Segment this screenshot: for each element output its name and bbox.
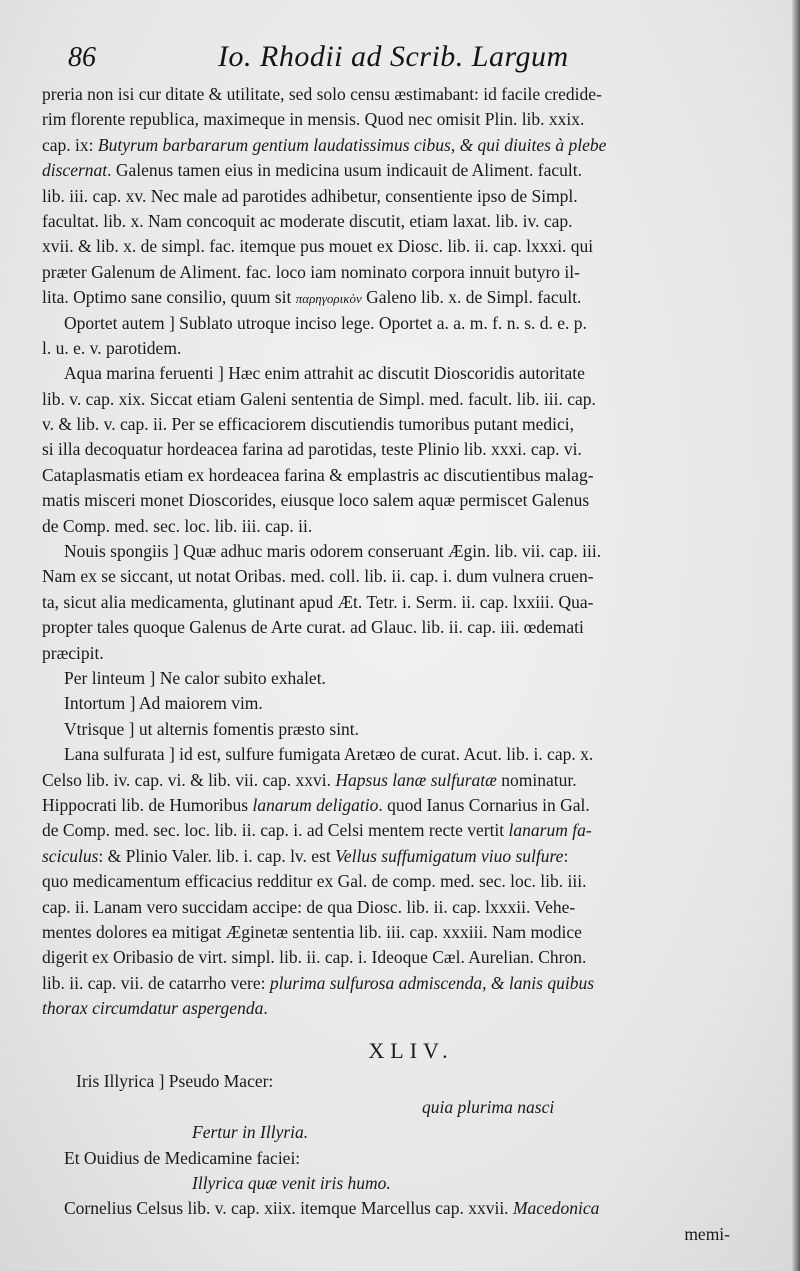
italic-text: Butyrum barbararum gentium laudatissimus cibus, & qui diuites à plebe — [97, 134, 607, 155]
text-run: lita. Optimo sane consilio, quum sit — [42, 287, 296, 308]
text-run: lib. v. cap. xix. Siccat etiam Galeni sententia de Simpl. med. facult. lib. iii. cap. — [42, 388, 596, 409]
text-line — [42, 818, 770, 843]
text-run: Aqua marina feruenti ] Hæc enim attrahit ac discutit Dioscoridis autoritate — [64, 363, 585, 384]
section-number: XLIV. — [368, 1038, 454, 1064]
text-run: xvii. & lib. x. de simpl. fac. itemque pus mouet ex Diosc. lib. ii. cap. lxxxi. qui — [42, 236, 594, 257]
text-line — [42, 691, 770, 716]
text-run: facultat. lib. x. Nam concoquit ac moderate discutit, etiam laxat. lib. iv. cap. — [42, 210, 573, 231]
text-line — [42, 82, 770, 107]
text-line — [42, 234, 770, 259]
text-run: præter Galenum de Aliment. fac. loco iam nominato corpora innuit butyro il- — [42, 261, 580, 282]
text-line — [42, 717, 770, 742]
text-run: l. u. e. v. parotidem. — [42, 337, 182, 358]
ovid-line: Et Ouidius de Medicamine faciei: — [64, 1147, 301, 1168]
text-line — [42, 260, 770, 285]
italic-text: lanarum deligatio — [252, 794, 379, 815]
text-line — [42, 209, 770, 234]
italic-text: thorax circumdatur aspergenda — [42, 998, 264, 1019]
page-header — [68, 38, 748, 82]
text-line — [42, 488, 770, 513]
italic-text: discernat — [42, 160, 108, 181]
catchword: memi- — [684, 1223, 730, 1244]
celsus-italic: Macedonica — [512, 1198, 600, 1219]
text-run: mentes dolores ea mitigat Æginetæ sententia lib. iii. cap. xxxiii. Nam modice — [42, 921, 582, 942]
text-run: nominatur. — [496, 769, 577, 790]
text-run: Nouis spongiis ] Quæ adhuc maris odorem conseruant Ægin. lib. vii. cap. iii. — [64, 541, 602, 562]
running-title: Io. Rhodii ad Scrib. Largum — [218, 40, 569, 73]
celsus-line — [42, 1196, 770, 1221]
text-run: digerit ex Oribasio de virt. simpl. lib. ii. cap. i. Ideoque Cæl. Aurelian. Chron. — [42, 947, 587, 968]
text-line — [42, 844, 770, 869]
text-line — [42, 945, 770, 970]
text-line — [42, 666, 770, 691]
text-run: Oportet autem ] Sublato utroque inciso lege. Oportet a. a. m. f. n. s. d. e. p. — [64, 312, 587, 333]
text-line — [42, 564, 770, 589]
page-number: 86 — [68, 42, 96, 73]
verse-line: quia plurima nasci — [422, 1096, 555, 1117]
spacer — [42, 1021, 770, 1033]
text-line — [42, 793, 770, 818]
text-line — [42, 311, 770, 336]
text-run: de Comp. med. sec. loc. lib. ii. cap. i. ad Celsi mentem recte vertit — [42, 820, 509, 841]
text-run: si illa decoquatur hordeacea farina ad parotidas, teste Plinio lib. xxxi. cap. vi. — [42, 439, 582, 460]
text-line — [42, 285, 770, 310]
text-line — [42, 158, 770, 183]
text-run: preria non isi cur ditate & utilitate, sed solo censu æstimabant: id facile credide- — [42, 84, 602, 104]
page-edge-shadow — [792, 0, 800, 1271]
italic-text: Vellus suffumigatum viuo sulfure — [335, 845, 564, 866]
text-run: Celso lib. iv. cap. vi. & lib. vii. cap. xxvi. — [42, 769, 336, 790]
text-line — [42, 641, 770, 666]
text-run: Per linteum ] Ne calor subito exhalet. — [64, 667, 326, 688]
text-line — [42, 895, 770, 920]
text-run: Cataplasmatis etiam ex hordeacea farina & emplastris ac discutientibus malag- — [42, 464, 594, 485]
verse-line: Fertur in Illyria. — [192, 1122, 309, 1143]
text-run: Nam ex se siccant, ut notat Oribas. med. coll. lib. ii. cap. i. dum vulnera cruen- — [42, 566, 594, 587]
text-line — [42, 133, 770, 158]
text-run: . — [263, 998, 268, 1019]
text-run: Lana sulfurata ] id est, sulfure fumigata Aretæo de curat. Acut. lib. i. cap. x. — [64, 744, 594, 765]
text-run: lib. ii. cap. vii. de catarrho vere: — [42, 972, 270, 993]
greek-text: παρηγορικὸν — [295, 291, 362, 307]
text-run: cap. ix: — [42, 134, 98, 155]
text-line — [42, 996, 770, 1021]
text-line — [42, 920, 770, 945]
italic-text: plurima sulfurosa admiscenda, & lanis quibus — [269, 972, 594, 993]
text-line — [42, 463, 770, 488]
celsus-text: Cornelius Celsus lib. v. cap. xiix. itemque Marcellus cap. xxvii. — [64, 1198, 513, 1219]
text-run: lib. iii. cap. xv. Nec male ad parotides adhibetur, consentiente ipso de Simpl. — [42, 185, 578, 206]
text-line — [42, 869, 770, 894]
text-run: : & Plinio Valer. lib. i. cap. lv. est — [98, 845, 336, 866]
text-line — [42, 615, 770, 640]
text-line — [42, 590, 770, 615]
text-line — [42, 514, 770, 539]
text-line — [42, 336, 770, 361]
text-run: Intortum ] Ad maiorem vim. — [64, 693, 263, 714]
text-run: . Galenus tamen eius in medicina usum indicauit de Aliment. facult. — [107, 160, 582, 181]
italic-text: sciculus — [42, 845, 99, 866]
text-line — [42, 412, 770, 437]
text-run: . quod Ianus Cornarius in Gal. — [378, 794, 590, 815]
text-run: præcipit. — [42, 642, 104, 663]
verse-line: Illyrica quæ venit iris humo. — [192, 1173, 391, 1194]
text-run: Vtrisque ] ut alternis fomentis præsto sint. — [64, 718, 360, 739]
commentary-text — [42, 82, 770, 1021]
text-line — [42, 437, 770, 462]
italic-text: lanarum fa- — [508, 820, 592, 841]
text-line — [42, 742, 770, 767]
text-run: v. & lib. v. cap. ii. Per se efficaciorem discutiendis tumoribus putant medici, — [42, 414, 575, 435]
text-line — [42, 184, 770, 209]
text-run: Hippocrati lib. de Humoribus — [42, 794, 253, 815]
text-run: cap. ii. Lanam vero succidam accipe: de qua Diosc. lib. ii. cap. lxxxii. Vehe- — [42, 896, 576, 917]
text-line — [42, 107, 770, 132]
text-line — [42, 361, 770, 386]
text-run: : — [563, 845, 569, 866]
text-run: quo medicamentum efficacius redditur ex Gal. de comp. med. sec. loc. lib. iii. — [42, 871, 587, 892]
text-run: propter tales quoque Galenus de Arte curat. ad Glauc. lib. ii. cap. iii. œdemati — [42, 617, 584, 638]
text-run: Galeno lib. x. de Simpl. facult. — [361, 287, 582, 308]
text-line — [42, 539, 770, 564]
text-run: matis misceri monet Dioscorides, eiusque loco salem aquæ permiscet Galenus — [42, 490, 590, 511]
text-run: rim florente republica, maximeque in mensis. Quod nec omisit Plin. lib. xxix. — [42, 109, 585, 130]
text-line — [42, 971, 770, 996]
page-body — [42, 82, 770, 1247]
iris-line: Iris Illyrica ] Pseudo Macer: — [76, 1071, 274, 1092]
text-run: ta, sicut alia medicamenta, glutinant apud Æt. Tetr. i. Serm. ii. cap. lxxiii. Qua- — [42, 591, 594, 612]
italic-text: Hapsus lanæ sulfuratæ — [335, 769, 497, 790]
text-line — [42, 387, 770, 412]
text-run: de Comp. med. sec. loc. lib. iii. cap. ii. — [42, 515, 313, 536]
text-line — [42, 768, 770, 793]
